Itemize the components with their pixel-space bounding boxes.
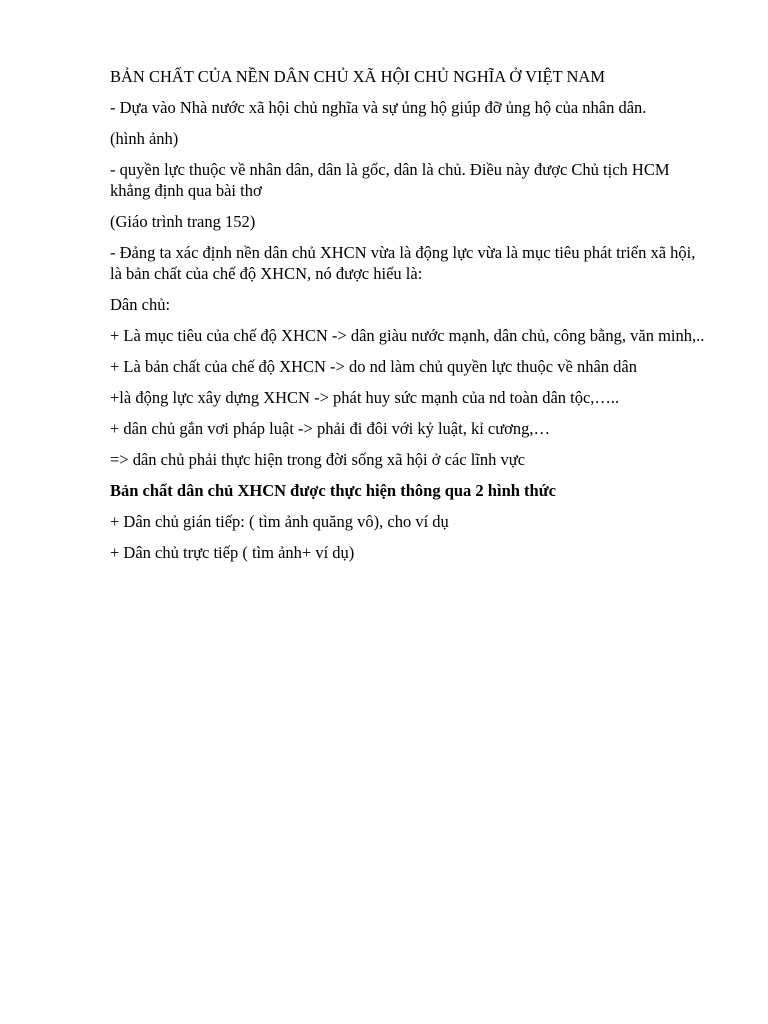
paragraph: - Dựa vào Nhà nước xã hội chủ nghĩa và sự ủng hộ giúp đỡ ủng hộ của nhân dân. xyxy=(110,98,647,117)
document-title: BẢN CHẤT CỦA NỀN DÂN CHỦ XÃ HỘI CHỦ NGHĨA Ở VIỆT NAM xyxy=(110,67,606,86)
paragraph: (Giáo trình trang 152) xyxy=(110,212,256,231)
paragraph: (hình ảnh) xyxy=(110,129,179,148)
paragraph: + Dân chủ gián tiếp: ( tìm ảnh quăng vô), cho ví dụ xyxy=(110,512,449,531)
section-heading: Bản chất dân chủ XHCN được thực hiện thông qua 2 hình thức xyxy=(110,481,556,500)
paragraph: +là động lực xây dựng XHCN -> phát huy sức mạnh của nd toàn dân tộc,….. xyxy=(110,388,620,407)
paragraph: Dân chủ: xyxy=(110,295,171,314)
paragraph: + dân chủ gắn vơi pháp luật -> phải đi đôi với kỷ luật, kỉ cương,… xyxy=(110,419,551,438)
paragraph: => dân chủ phải thực hiện trong đời sống xã hội ở các lĩnh vực xyxy=(110,450,526,469)
paragraph: - quyền lực thuộc về nhân dân, dân là gốc, dân là chủ. Điều này được Chủ tịch HCM khẳng định qua bài thơ xyxy=(110,160,670,200)
paragraph: - Đảng ta xác định nền dân chủ XHCN vừa là động lực vừa là mục tiêu phát triển xã hội, là bản chất của chế độ XHCN, nó được hiểu là: xyxy=(110,243,696,283)
paragraph: + Là bản chất của chế độ XHCN -> do nd làm chủ quyền lực thuộc về nhân dân xyxy=(110,357,637,376)
document-body xyxy=(110,66,710,573)
paragraph: + Là mục tiêu của chế độ XHCN -> dân giàu nước mạnh, dân chủ, công bằng, văn minh,.. xyxy=(110,326,705,345)
paragraph: + Dân chủ trực tiếp ( tìm ảnh+ ví dụ) xyxy=(110,543,355,562)
